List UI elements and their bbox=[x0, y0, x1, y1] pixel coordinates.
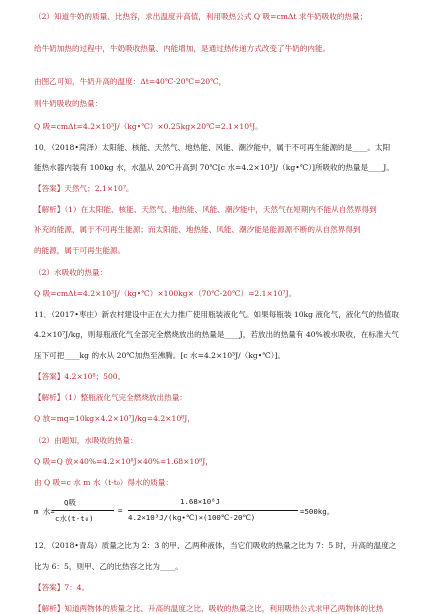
fraction-bar-2 bbox=[128, 510, 298, 511]
text-line: （2）知道牛奶的质量、比热容，求出温度升高值，利用吸热公式 Q 吸=cmΔt 求牛奶吸收的热量； bbox=[34, 12, 368, 21]
text-line: （2）水吸收的热量： bbox=[34, 268, 108, 277]
text-line: 【解析】（1）在太阳能、核能、天然气、地热能、风能、潮汐能中，天然气在短期内不能从自然界得到 bbox=[34, 205, 377, 214]
formula-numerator-2: 1.68×10⁸J bbox=[180, 497, 221, 506]
text-line: 4.2×10⁷J/kg，则每瓶液化气全部完全燃烧放出的热量是____J，若放出的热量有 40%被水吸收，在标准大气 bbox=[34, 330, 399, 339]
text-line: 的能源，属于可再生能源。 bbox=[34, 246, 126, 255]
formula-equals: = bbox=[118, 506, 123, 515]
text-line: 压下可把____kg 的水从 20℃加热至沸腾。[c 水=4.2×10³J/（kg•℃）]。 bbox=[34, 351, 286, 360]
formula-numerator-1: Q吸 bbox=[64, 498, 76, 507]
text-line: 补充的能源，属于不可再生能源；而太阳能、地热能、风能、潮汐能是能源源不断的从自然界得到 bbox=[34, 225, 361, 234]
text-line: 【解析】（1）整瓶液化气完全燃烧放出热量： bbox=[34, 393, 187, 402]
fraction-bar-1 bbox=[52, 510, 114, 511]
formula-denominator-1: c水(t-t₀) bbox=[55, 514, 94, 523]
text-line: 比为 6：5，则甲、乙的比热容之比为____。 bbox=[34, 562, 183, 571]
text-line: 【答案】天然气；2.1×10⁷。 bbox=[34, 184, 134, 193]
formula-denominator-2: 4.2×10³J/(kg•℃)×(100℃-20℃) bbox=[128, 513, 256, 522]
text-line: Q 吸=cmΔt=4.2×10³J/（kg•℃）×100kg×（70℃-20℃）=2.1×10⁷J。 bbox=[34, 289, 297, 298]
text-line: 能热水器内装有 100kg 水，水温从 20℃升高到 70℃[c 水=4.2×10³J/（kg•℃）]所吸收的热量是____J。 bbox=[34, 163, 394, 172]
text-line: 11．（2017•枣庄）新农村建设中正在大力推广使用瓶装液化气。如果每瓶装 10kg 液化气，液化气的热值取 bbox=[34, 310, 399, 319]
text-line: 给牛奶加热的过程中，牛奶吸收热量、内能增加，是通过热传递方式改变了牛奶的内能。 bbox=[34, 44, 331, 53]
text-line: 10．（2018•菏泽）太阳能、核能、天然气、地热能、风能、潮汐能中，属于不可再生能源的是____。太阳 bbox=[34, 143, 391, 152]
text-line: 则牛奶吸收的热量： bbox=[34, 99, 103, 108]
text-line: Q 吸=Q 放×40%=4.2×10⁸J×40%=1.68×10⁸J， bbox=[34, 457, 213, 466]
text-line: （2）由题知，水吸收的热量： bbox=[34, 436, 138, 445]
text-line: Q 放=mq=10kg×4.2×10⁷J/kg=4.2×10⁸J， bbox=[34, 414, 195, 423]
formula-result: =500kg。 bbox=[300, 507, 335, 516]
text-line: 由图乙可知，牛奶升高的温度：Δt=40℃-20℃=20℃， bbox=[34, 77, 227, 86]
text-line: Q 吸=cmΔt=4.2×10³J/（kg•℃）×0.25kg×20℃=2.1×10⁴J。 bbox=[34, 122, 263, 131]
text-line: 【答案】7：4。 bbox=[34, 583, 90, 592]
text-line: 12．（2018•青岛）质量之比为 2：3 的甲、乙两种液体，当它们吸收的热量之比为 7：5 时，升高的温度之 bbox=[34, 541, 397, 550]
text-line: 由 Q 吸=c 水 m 水（t-t₀）得水的质量： bbox=[34, 478, 173, 487]
text-line: 【解析】知道两物体的质量之比、升高的温度之比、吸收的热量之比，利用吸热公式求甲乙两物体的比热 bbox=[34, 604, 384, 613]
formula-lhs: m 水= bbox=[34, 507, 55, 516]
text-line: 【答案】4.2×10⁸；500。 bbox=[34, 372, 126, 381]
